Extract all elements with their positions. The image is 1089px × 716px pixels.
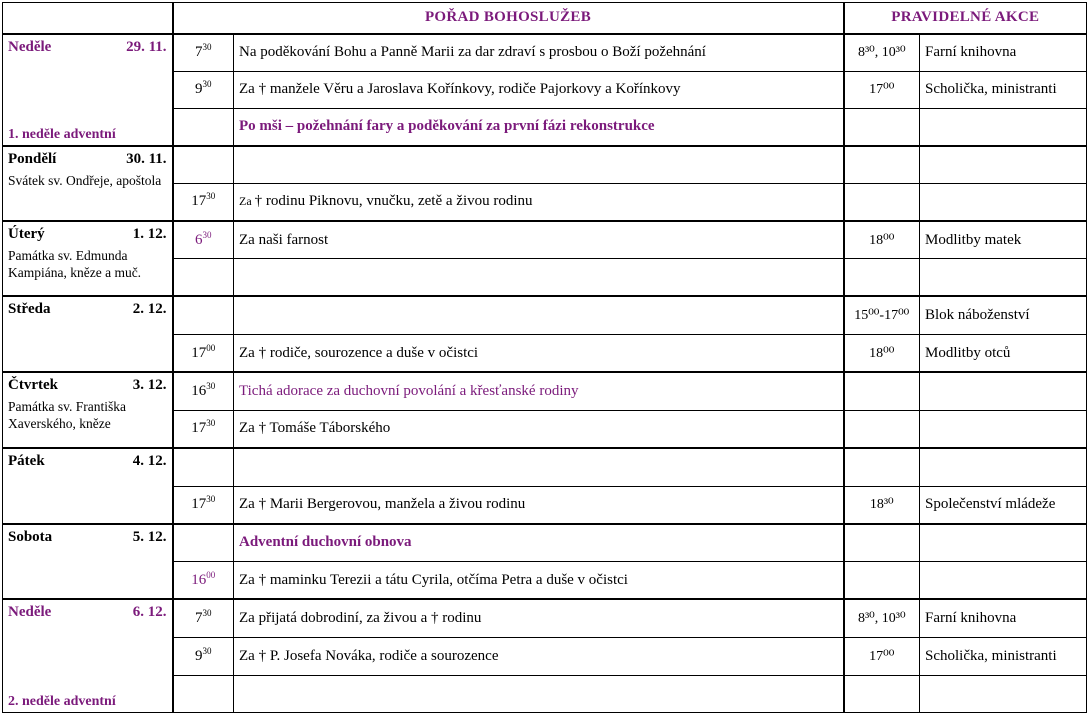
schedule-row (3, 146, 1087, 183)
mass-intention: Za † rodiče, sourozence a duše v očistci (234, 335, 844, 372)
mass-intention: Za naši farnost (234, 221, 844, 259)
day-name: Pondělí (8, 150, 57, 167)
mass-time: $16^{00}$ (173, 562, 234, 599)
mass-intention: Za † Marii Bergerovou, manžela a živou rodinu (234, 486, 844, 523)
mass-time-minutes: 30 (206, 381, 216, 391)
mass-intention: Za † manžele Věru a Jaroslava Kořínkovy, rodiče Pajorkovy a Kořínkovy (234, 71, 844, 108)
day-cell (3, 372, 173, 448)
event-name: Modlitby matek (920, 221, 1087, 259)
schedule-row (3, 221, 1087, 259)
event-name (920, 146, 1087, 183)
event-time (844, 562, 920, 599)
schedule-row (3, 34, 1087, 71)
mass-time: $9^{30}$ (173, 71, 234, 108)
day-date: 29. 11. (126, 38, 167, 55)
event-name (920, 410, 1087, 447)
mass-time-minutes: 30 (206, 191, 216, 202)
day-name: Středa (8, 301, 51, 318)
event-name: Farní knihovna (920, 34, 1087, 71)
mass-intention: Za † rodinu Piknovu, vnučku, zetě a živou rodinu (234, 183, 844, 220)
event-time (844, 448, 920, 486)
events-title: PRAVIDELNÉ AKCE (844, 3, 1087, 34)
mass-time (173, 675, 234, 713)
event-time (844, 109, 920, 146)
event-time: 8³⁰, 10³⁰ (844, 599, 920, 637)
event-time (844, 259, 920, 296)
mass-intention: Za † maminku Terezii a tátu Cyrila, otčíma Petra a duše v očistci (234, 562, 844, 599)
day-name: Čtvrtek (8, 377, 58, 394)
feast-label: Památka sv. Františka Xaverského, kněze (8, 399, 126, 432)
mass-intention: Za přijatá dobrodiní, za živou a † rodinu (234, 599, 844, 637)
header-corner-cell (3, 3, 173, 34)
mass-intention (234, 675, 844, 713)
day-name: Neděle (8, 604, 52, 621)
mass-time-minutes: 30 (206, 418, 216, 429)
mass-time: $16^{30}$ (173, 372, 234, 410)
mass-time (173, 296, 234, 334)
day-name: Neděle (8, 38, 52, 55)
day-cell (3, 524, 173, 600)
event-name: Scholička, ministranti (920, 638, 1087, 675)
mass-time: $9^{30}$ (173, 638, 234, 675)
event-time: 18³⁰ (844, 486, 920, 523)
event-time (844, 524, 920, 562)
feast-label: Památka sv. Edmunda Kampiána, kněze a muč. (8, 247, 142, 280)
feast-label: Svátek sv. Ondřeje, apoštola (8, 172, 162, 188)
mass-time: $7^{30}$ (173, 34, 234, 71)
day-heading (8, 377, 167, 394)
event-time (844, 372, 920, 410)
event-time (844, 675, 920, 713)
mass-time-minutes: 30 (202, 42, 212, 53)
day-date: 2. 12. (132, 301, 167, 318)
mass-intention: Po mši – požehnání fary a poděkování za první fázi rekonstrukce (234, 109, 844, 146)
schedule-row (3, 296, 1087, 334)
mass-intention: Na poděkování Bohu a Panně Marii za dar zdraví s prosbou o Boží požehnání (234, 34, 844, 71)
intention-prefix: Za (239, 194, 255, 209)
event-name (920, 448, 1087, 486)
day-date: 1. 12. (132, 225, 167, 242)
day-heading (8, 453, 167, 470)
event-time: 18⁰⁰ (844, 221, 920, 259)
day-heading (8, 604, 167, 621)
mass-intention: Za † Tomáše Táborského (234, 410, 844, 447)
mass-time-minutes: 30 (202, 645, 212, 656)
event-time: 15⁰⁰-17⁰⁰ (844, 296, 920, 334)
mass-intention (234, 448, 844, 486)
mass-time-minutes: 00 (206, 569, 216, 580)
event-time: 17⁰⁰ (844, 71, 920, 108)
event-name (920, 372, 1087, 410)
event-time (844, 146, 920, 183)
event-name: Blok náboženství (920, 296, 1087, 334)
day-heading (8, 301, 167, 318)
mass-time: $17^{30}$ (173, 486, 234, 523)
header-row (3, 3, 1087, 34)
schedule-row (3, 524, 1087, 562)
event-name (920, 109, 1087, 146)
day-cell (3, 34, 173, 146)
mass-intention: Tichá adorace za duchovní povolání a křesťanské rodiny (234, 372, 844, 410)
mass-time-minutes: 00 (206, 342, 216, 353)
event-name (920, 524, 1087, 562)
mass-time: $17^{30}$ (173, 410, 234, 447)
day-name: Úterý (8, 225, 45, 242)
mass-time (173, 259, 234, 296)
mass-time (173, 448, 234, 486)
event-name: Společenství mládeže (920, 486, 1087, 523)
day-cell (3, 221, 173, 297)
day-date: 30. 11. (126, 150, 167, 167)
mass-intention: Adventní duchovní obnova (234, 524, 844, 562)
day-date: 6. 12. (132, 604, 167, 621)
mass-intention (234, 296, 844, 334)
services-title: POŘAD BOHOSLUŽEB (173, 3, 844, 34)
day-date: 4. 12. (132, 452, 167, 469)
mass-time: $7^{30}$ (173, 599, 234, 637)
mass-time (173, 146, 234, 183)
mass-intention (234, 146, 844, 183)
feast-label: 2. neděle adventní (8, 694, 116, 709)
event-name: Scholička, ministranti (920, 71, 1087, 108)
schedule-table (2, 2, 1087, 713)
event-name (920, 675, 1087, 713)
event-name (920, 259, 1087, 296)
schedule-row (3, 372, 1087, 410)
day-cell (3, 448, 173, 524)
mass-time-minutes: 30 (202, 608, 212, 619)
mass-time: $6^{30}$ (173, 221, 234, 259)
day-heading (8, 39, 167, 56)
mass-time: $17^{00}$ (173, 335, 234, 372)
event-time: 8³⁰, 10³⁰ (844, 34, 920, 71)
mass-time: $17^{30}$ (173, 183, 234, 220)
event-time: 18⁰⁰ (844, 335, 920, 372)
schedule-row (3, 599, 1087, 637)
event-name (920, 562, 1087, 599)
day-cell (3, 296, 173, 372)
day-date: 3. 12. (132, 377, 167, 394)
day-date: 5. 12. (132, 528, 167, 545)
day-cell (3, 599, 173, 712)
mass-time-minutes: 30 (206, 494, 216, 505)
day-heading (8, 529, 167, 546)
day-heading (8, 151, 167, 168)
feast-label: 1. neděle adventní (8, 126, 116, 142)
event-name: Modlitby otců (920, 335, 1087, 372)
mass-time-minutes: 30 (202, 79, 212, 90)
mass-intention: Za † P. Josefa Nováka, rodiče a sourozence (234, 638, 844, 675)
mass-time (173, 109, 234, 146)
mass-time (173, 524, 234, 562)
mass-intention (234, 259, 844, 296)
day-cell (3, 146, 173, 221)
event-name: Farní knihovna (920, 599, 1087, 637)
event-time (844, 183, 920, 220)
mass-time-minutes: 30 (202, 229, 212, 240)
schedule-row (3, 448, 1087, 486)
day-name: Sobota (8, 528, 53, 545)
day-name: Pátek (8, 452, 45, 469)
event-name (920, 183, 1087, 220)
event-time: 17⁰⁰ (844, 638, 920, 675)
day-heading (8, 226, 167, 243)
event-time (844, 410, 920, 447)
